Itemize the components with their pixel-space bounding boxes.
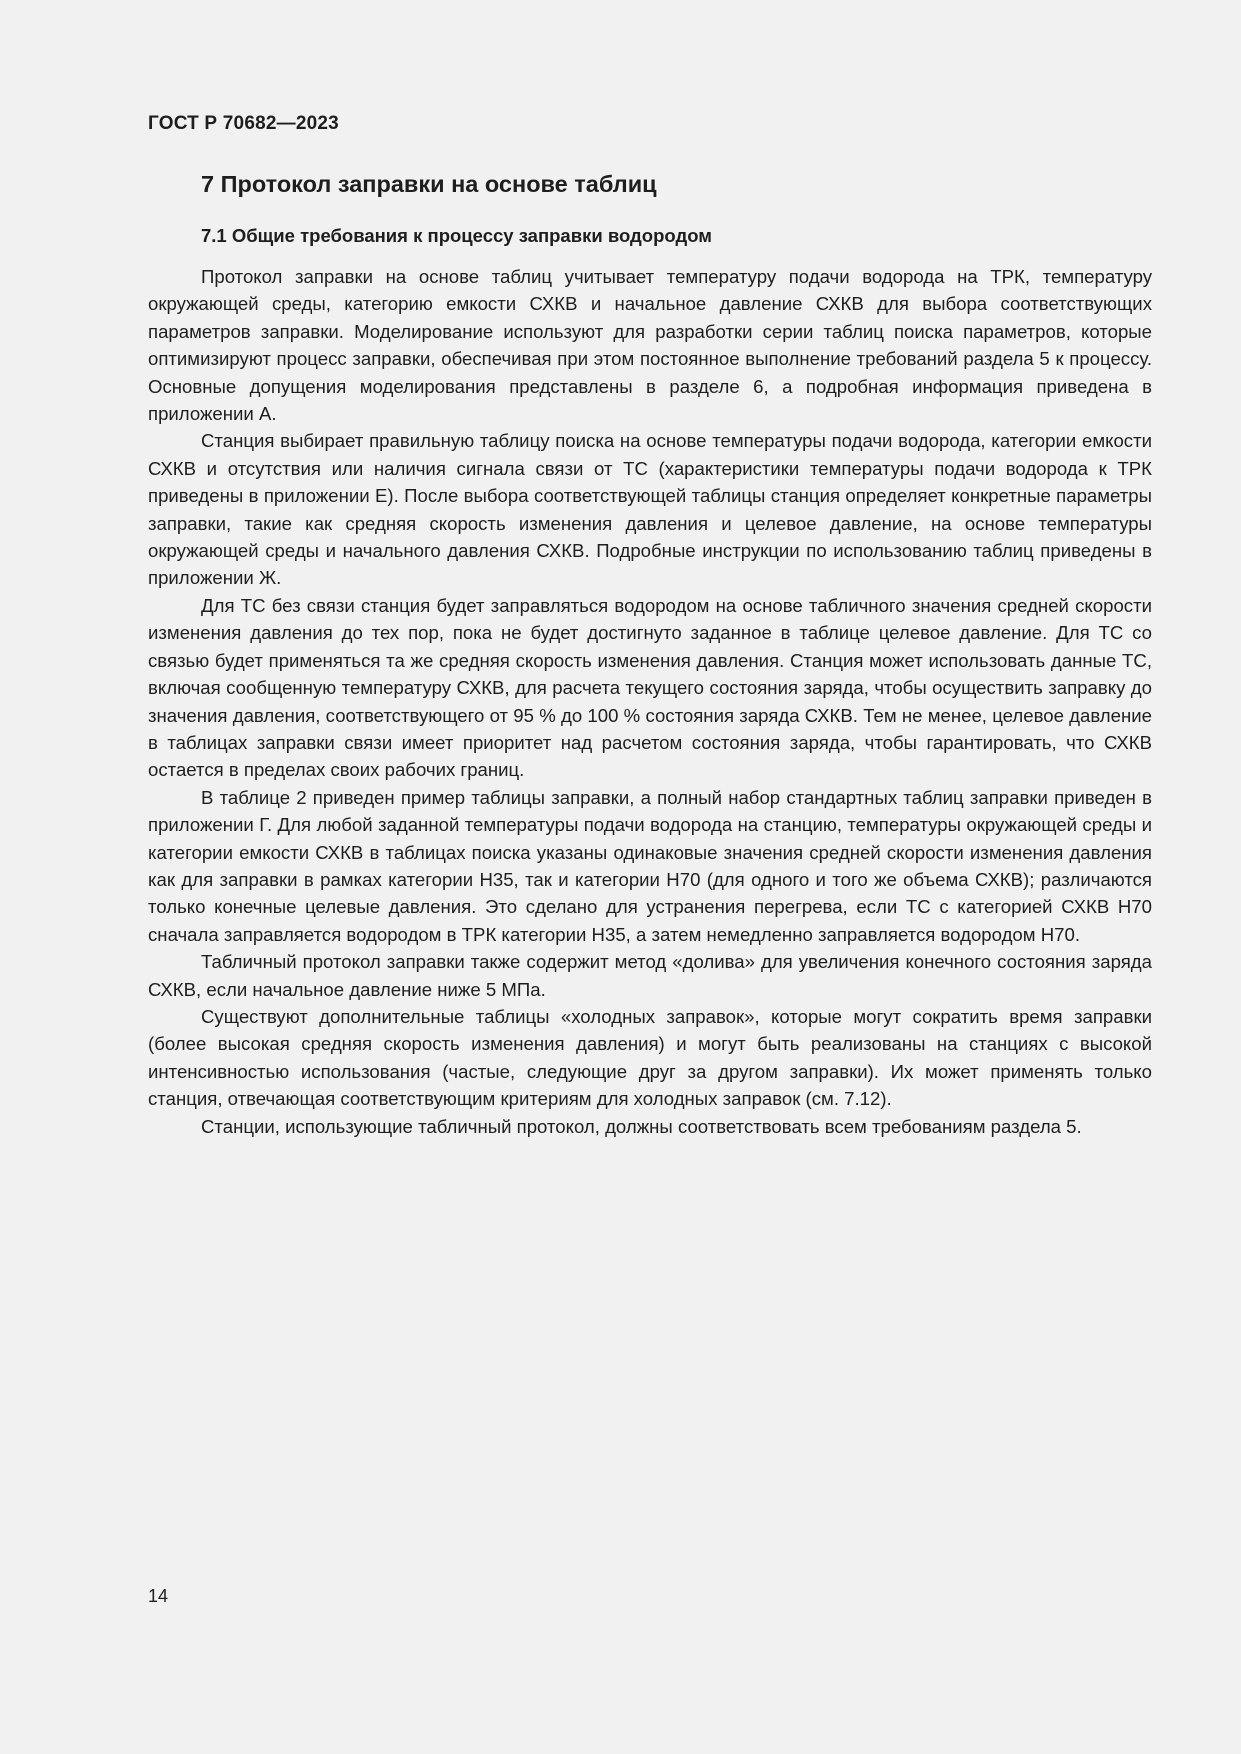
paragraph: Существуют дополнительные таблицы «холодных заправок», которые могут сократить время заправки (более высокая средняя скорость изменения давления) и могут быть реализованы на станциях с высокой интенсивностью использования (частые, следующие друг за другом заправки). Их может применять только станция, отвечающая соответствующим критериям для холодных заправок (см. 7.12). — [148, 1005, 1152, 1110]
paragraph: Протокол заправки на основе таблиц учитывает температуру подачи водорода на ТРК, температуру окружающей среды, категорию емкости СХКВ и начальное давление СХКВ для выбора соответствующих параметров заправки. Моделирование используют для разработки серии таблиц поиска параметров, которые оптимизируют процесс заправки, обеспечивая при этом постоянное выполнение требований раздела 5 к процессу. Основные допущения моделирования представлены в разделе 6, а подробная информация приведена в приложении А. — [148, 266, 1152, 425]
paragraph: Табличный протокол заправки также содержит метод «долива» для увеличения конечного состояния заряда СХКВ, если начальное давление ниже 5 МПа. — [148, 951, 1152, 1000]
paragraph: В таблице 2 приведен пример таблицы заправки, а полный набор стандартных таблиц заправки приведен в приложении Г. Для любой заданной температуры подачи водорода на станцию, температуры окружающей среды и категории емкости СХКВ в таблицах поиска указаны одинаковые значения средней скорости изменения давления как для заправки в рамках категории Н35, так и категории Н70 (для одного и того же объема СХКВ); различаются только конечные целевые давления. Это сделано для устранения перегрева, если ТС с категорией СХКВ Н70 сначала заправляется водородом в ТРК категории Н35, а затем немедленно заправляется водородом Н70. — [148, 786, 1152, 945]
page-number: 14 — [148, 1586, 169, 1606]
paragraph: Станция выбирает правильную таблицу поиска на основе температуры подачи водорода, категории емкости СХКВ и отсутствия или наличия сигнала связи от ТС (характеристики температуры подачи водорода к ТРК приведены в приложении Е). После выбора соответствующей таблицы станция определяет конкретные параметры заправки, такие как средняя скорость изменения давления и целевое давление, на основе температуры окружающей среды и начального давления СХКВ. Подробные инструкции по использованию таблиц приведены в приложении Ж. — [148, 430, 1152, 589]
paragraph: Для ТС без связи станция будет заправляться водородом на основе табличного значения средней скорости изменения давления до тех пор, пока не будет достигнуто заданное в таблице целевое давление. Для ТС со связью будет применяться та же средняя скорость изменения давления. Станция может использовать данные ТС, включая сообщенную температуру СХКВ, для расчета текущего состояния заряда, чтобы осуществить заправку до значения давления, соответствующего от 95 % до 100 % состояния заряда СХКВ. Тем не менее, целевое давление в таблицах заправки связи имеет приоритет над расчетом состояния заряда, чтобы гарантировать, что СХКВ остается в пределах своих рабочих границ. — [148, 594, 1152, 781]
paragraph: Станции, использующие табличный протокол, должны соответствовать всем требованиям раздела 5. — [201, 1115, 1082, 1137]
subsection-heading: 7.1 Общие требования к процессу заправки водородом — [201, 225, 712, 246]
body-text — [148, 263, 1152, 1140]
document-code-header: ГОСТ Р 70682—2023 — [148, 113, 339, 134]
section-heading: 7 Протокол заправки на основе таблиц — [201, 171, 657, 197]
